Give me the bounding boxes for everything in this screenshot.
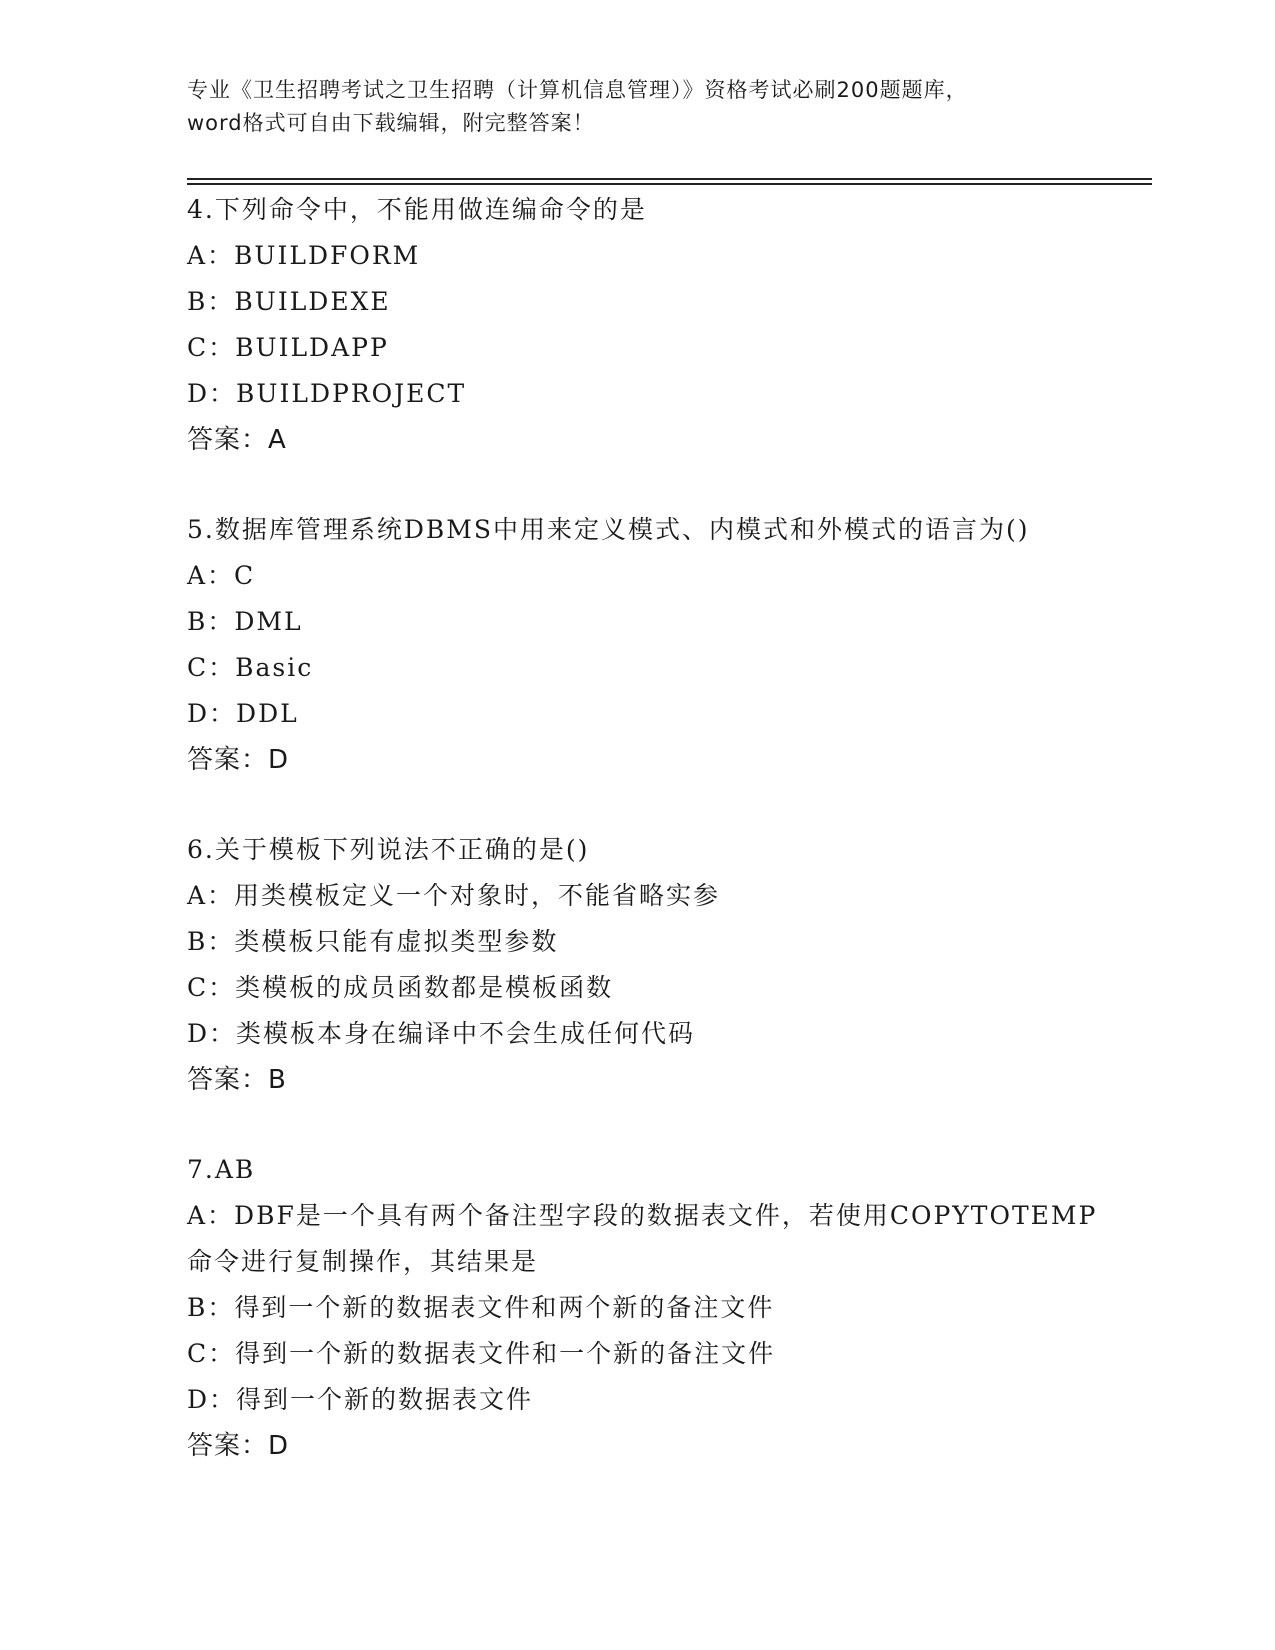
option-b: B：BUILDEXE xyxy=(187,287,391,316)
option-d: D：BUILDPROJECT xyxy=(187,379,467,408)
option-c: C：Basic xyxy=(187,653,314,682)
option-b: B：DML xyxy=(187,607,303,636)
option-c: C：BUILDAPP xyxy=(187,333,389,362)
header-divider-top xyxy=(187,178,1152,180)
option-c: C：类模板的成员函数都是模板函数 xyxy=(187,973,614,1002)
answer: 答案：A xyxy=(187,425,287,455)
option-a: A：DBF是一个具有两个备注型字段的数据表文件，若使用COPYTOTEMP xyxy=(187,1201,1098,1230)
header-divider-bottom xyxy=(187,183,1152,185)
option-c: C：得到一个新的数据表文件和一个新的备注文件 xyxy=(187,1339,776,1368)
question-4 xyxy=(187,187,1087,463)
option-b: B：类模板只能有虚拟类型参数 xyxy=(187,927,559,956)
option-a: A：C xyxy=(187,561,256,590)
question-stem: 7.AB xyxy=(187,1155,256,1184)
question-stem: 5.数据库管理系统DBMS中用来定义模式、内模式和外模式的语言为() xyxy=(187,515,1030,544)
question-stem: 6.关于模板下列说法不正确的是() xyxy=(187,835,590,864)
option-b: B：得到一个新的数据表文件和两个新的备注文件 xyxy=(187,1293,775,1322)
question-stem: 4.下列命令中，不能用做连编命令的是 xyxy=(187,195,647,224)
header-line-1: 专业《卫生招聘考试之卫生招聘（计算机信息管理）》资格考试必刷200题题库， xyxy=(187,78,968,102)
question-5 xyxy=(187,507,1087,783)
option-d: D：DDL xyxy=(187,699,299,728)
document-header xyxy=(187,74,1087,140)
option-d: D：类模板本身在编译中不会生成任何代码 xyxy=(187,1019,696,1048)
header-line-2: word格式可自由下载编辑，附完整答案！ xyxy=(187,111,595,135)
option-a: A：BUILDFORM xyxy=(187,241,421,270)
question-6 xyxy=(187,827,1087,1103)
answer: 答案：D xyxy=(187,1431,290,1461)
answer: 答案：D xyxy=(187,745,290,775)
question-7 xyxy=(187,1147,1098,1469)
answer: 答案：B xyxy=(187,1065,287,1095)
option-a: A：用类模板定义一个对象时，不能省略实参 xyxy=(187,881,721,910)
option-a-continued: 命令进行复制操作，其结果是 xyxy=(187,1247,539,1276)
option-d: D：得到一个新的数据表文件 xyxy=(187,1385,534,1414)
